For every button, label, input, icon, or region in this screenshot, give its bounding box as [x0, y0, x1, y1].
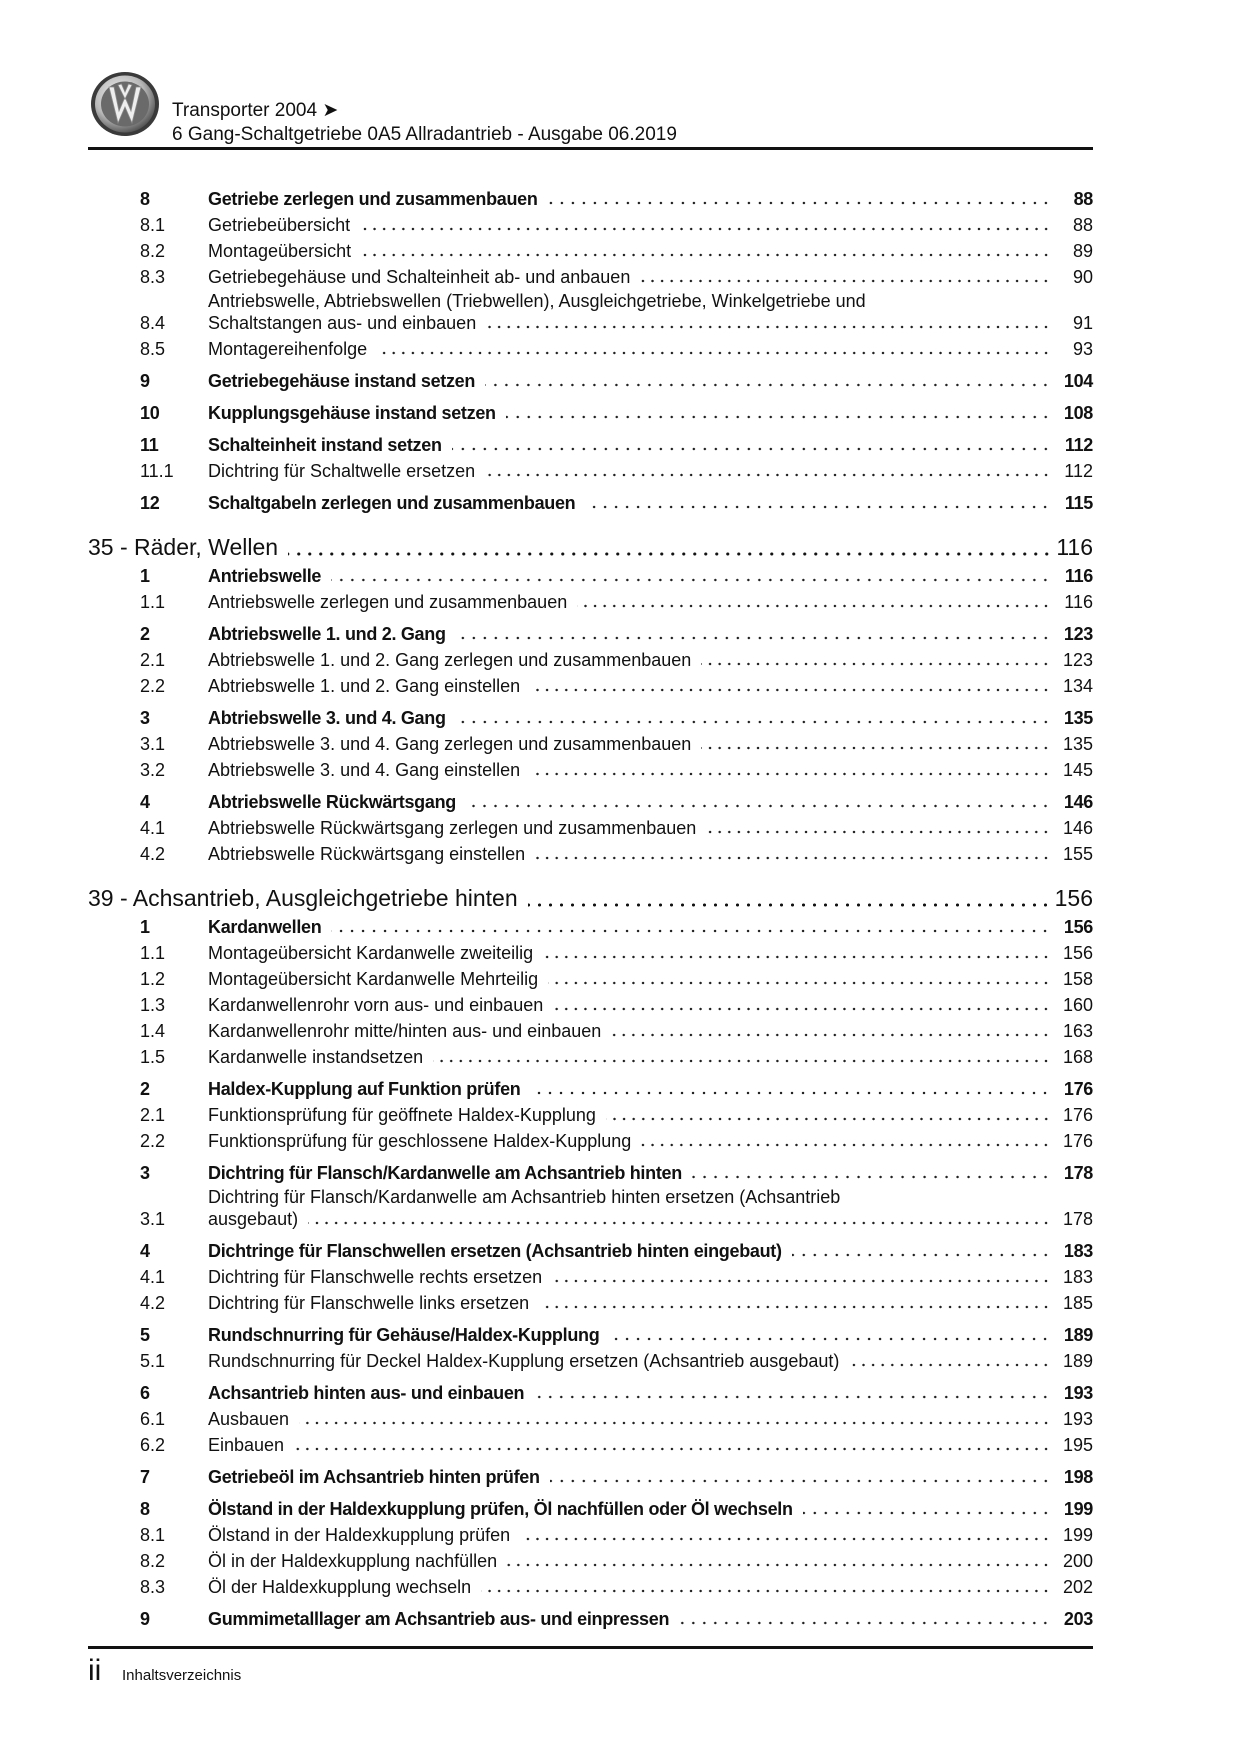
- toc-entry-page: 189: [1062, 1351, 1093, 1371]
- toc-subentry[interactable]: [88, 264, 1093, 290]
- dot-leader: [706, 829, 1051, 835]
- toc-entry-number: 8.1: [140, 215, 166, 235]
- dot-leader: [585, 504, 1051, 510]
- toc-entry-page: 91: [1072, 313, 1093, 333]
- dot-leader: [692, 1174, 1051, 1180]
- toc-entry-number: 6: [140, 1383, 150, 1403]
- toc-entry-number: 2.2: [140, 676, 166, 696]
- toc-entry-number: 1.2: [140, 969, 166, 989]
- toc-chapter-entry[interactable]: [88, 705, 1093, 731]
- toc-subentry[interactable]: [88, 589, 1093, 615]
- toc-entry-number: 4: [140, 792, 150, 812]
- toc-entry-page: 112: [1064, 461, 1093, 481]
- toc-subentry[interactable]: [88, 1406, 1093, 1432]
- dot-leader: [553, 1006, 1051, 1012]
- toc-subentry[interactable]: [88, 1044, 1093, 1070]
- toc-entry-number: 8.1: [140, 1525, 166, 1545]
- toc-subentry[interactable]: [88, 815, 1093, 841]
- toc-entry-number: 10: [140, 403, 160, 423]
- toc-chapter-entry[interactable]: [88, 621, 1093, 647]
- toc-entry-page: 203: [1063, 1609, 1093, 1629]
- toc-chapter-entry[interactable]: [88, 400, 1093, 426]
- dot-leader: [792, 1252, 1051, 1258]
- toc-entry-title: Abtriebswelle Rückwärtsgang zerlegen und zusammenbauen: [208, 818, 697, 838]
- toc-entry-number: 1: [140, 566, 150, 586]
- toc-entry-number: 11: [140, 435, 159, 455]
- dot-leader: [308, 1220, 1051, 1226]
- toc-entry-number: 1: [140, 917, 150, 937]
- toc-subentry[interactable]: [88, 731, 1093, 757]
- toc-entry-number: 3.2: [140, 760, 166, 780]
- dot-leader: [534, 1394, 1051, 1400]
- toc-entry-page: 123: [1062, 650, 1093, 670]
- toc-subentry[interactable]: [88, 336, 1093, 362]
- dot-leader: [640, 278, 1051, 284]
- toc-subentry[interactable]: [88, 647, 1093, 673]
- toc-entry-number: 8.3: [140, 267, 166, 287]
- toc-entry-page: 123: [1063, 624, 1093, 644]
- dot-leader: [361, 252, 1051, 258]
- vw-logo-icon: [90, 71, 160, 137]
- toc-entry-number: 8.2: [140, 241, 166, 261]
- toc-entry-title: Getriebeübersicht: [208, 215, 351, 235]
- toc-entry-title: Dichtring für Flansch/Kardanwelle am Achsantrieb hinten ersetzen (Achsantrieb: [208, 1187, 841, 1207]
- toc-entry-title: Dichtring für Flanschwelle rechts ersetzen: [208, 1267, 543, 1287]
- toc-entry-page: 89: [1072, 241, 1093, 261]
- table-of-contents: [88, 180, 1093, 1632]
- toc-entry-number: 5: [140, 1325, 150, 1345]
- toc-entry-number: 4: [140, 1241, 150, 1261]
- toc-entry-title: Kardanwellenrohr vorn aus- und einbauen: [208, 995, 544, 1015]
- toc-entry-page: 183: [1063, 1241, 1093, 1261]
- toc-subentry[interactable]: [88, 458, 1093, 484]
- toc-entry-page: 178: [1063, 1163, 1093, 1183]
- dot-leader: [701, 661, 1051, 667]
- toc-entry-title: Antriebswelle zerlegen und zusammenbauen: [208, 592, 568, 612]
- toc-subentry[interactable]: [88, 1432, 1093, 1458]
- toc-entry-title: Antriebswelle, Abtriebswellen (Triebwellen), Ausgleichgetriebe, Winkelgetriebe und: [208, 291, 866, 311]
- toc-entry-number: 8.3: [140, 1577, 166, 1597]
- toc-entry-page: 200: [1062, 1551, 1093, 1571]
- toc-subentry[interactable]: [88, 212, 1093, 238]
- toc-entry-title: Einbauen: [208, 1435, 285, 1455]
- toc-entry-page: 88: [1072, 215, 1093, 235]
- dot-leader: [641, 1142, 1051, 1148]
- toc-entry-number: 3.1: [140, 734, 166, 754]
- toc-entry-title: Abtriebswelle Rückwärtsgang einstellen: [208, 844, 526, 864]
- toc-entry-title: Ölstand in der Haldexkupplung prüfen, Öl nachfüllen oder Öl wechseln: [208, 1499, 793, 1519]
- toc-entry-number: 8.4: [140, 313, 166, 333]
- toc-entry-title: Montageübersicht Kardanwelle zweiteilig: [208, 943, 534, 963]
- toc-entry-title: Montagereihenfolge: [208, 339, 368, 359]
- toc-entry-number: 1.3: [140, 995, 166, 1015]
- toc-entry-page: 108: [1063, 403, 1093, 423]
- dot-leader: [679, 1620, 1051, 1626]
- toc-entry-page: 155: [1062, 844, 1093, 864]
- header-divider: [88, 147, 1093, 150]
- toc-entry-number: 9: [140, 371, 150, 391]
- toc-chapter-entry[interactable]: [88, 432, 1093, 458]
- toc-entry-page: 199: [1062, 1525, 1093, 1545]
- toc-entry-page: 193: [1062, 1409, 1093, 1429]
- dot-leader: [507, 1562, 1051, 1568]
- toc-entry-number: 4.2: [140, 844, 166, 864]
- toc-entry-title: Montageübersicht: [208, 241, 352, 261]
- dot-leader: [530, 771, 1051, 777]
- toc-entry-page: 145: [1062, 760, 1093, 780]
- dot-leader: [849, 1362, 1051, 1368]
- toc-entry-page: 116: [1064, 566, 1093, 586]
- toc-chapter-entry[interactable]: [88, 914, 1093, 940]
- dot-leader: [485, 382, 1051, 388]
- toc-entry-title: Abtriebswelle Rückwärtsgang: [208, 792, 456, 812]
- dot-leader: [485, 472, 1051, 478]
- dot-leader: [803, 1510, 1051, 1516]
- dot-leader: [486, 324, 1051, 330]
- toc-entry-page: 134: [1062, 676, 1093, 696]
- toc-entry-title: Öl in der Haldexkupplung nachfüllen: [208, 1551, 498, 1571]
- toc-entry-title: Dichtring für Flansch/Kardanwelle am Achsantrieb hinten: [208, 1163, 682, 1183]
- toc-entry-title: Funktionsprüfung für geöffnete Haldex-Kupplung: [208, 1105, 596, 1125]
- toc-entry-page: 146: [1062, 818, 1093, 838]
- toc-section-heading[interactable]: [88, 529, 1093, 563]
- toc-entry-title: Abtriebswelle 1. und 2. Gang einstellen: [208, 676, 521, 696]
- toc-entry-title: Antriebswelle: [208, 566, 322, 586]
- toc-entry-number: 8.2: [140, 1551, 166, 1571]
- toc-entry-title: Getriebe zerlegen und zusammenbauen: [208, 189, 538, 209]
- toc-entry-number: 1.4: [140, 1021, 166, 1041]
- dot-leader: [331, 577, 1051, 583]
- dot-leader: [360, 226, 1051, 232]
- dot-leader: [548, 980, 1051, 986]
- toc-entry-title: Abtriebswelle 1. und 2. Gang zerlegen und zusammenbauen: [208, 650, 692, 670]
- dot-leader: [299, 1420, 1051, 1426]
- toc-entry-page: 178: [1062, 1209, 1093, 1229]
- toc-entry-title-continued: ausgebaut): [208, 1209, 299, 1229]
- toc-entry-title: Schaltgabeln zerlegen und zusammenbauen: [208, 493, 576, 513]
- toc-entry-title: Schalteinheit instand setzen: [208, 435, 442, 455]
- dot-leader: [611, 1032, 1051, 1038]
- manual-title: Transporter 2004 ➤: [172, 100, 339, 121]
- toc-entry-page: 163: [1062, 1021, 1093, 1041]
- toc-entry-number: 7: [140, 1467, 150, 1487]
- dot-leader: [520, 1536, 1051, 1542]
- toc-entry-page: 112: [1064, 435, 1093, 455]
- toc-chapter-entry[interactable]: [88, 789, 1093, 815]
- toc-entry-number: 2: [140, 624, 150, 644]
- toc-entry-title: 39 - Achsantrieb, Ausgleichgetriebe hinten: [88, 885, 518, 911]
- toc-chapter-entry[interactable]: [88, 186, 1093, 212]
- toc-subentry[interactable]: [88, 940, 1093, 966]
- dot-leader: [377, 350, 1051, 356]
- toc-entry-title: Dichtring für Schaltwelle ersetzen: [208, 461, 476, 481]
- toc-entry-page: 116: [1056, 534, 1093, 560]
- toc-entry-number: 8.5: [140, 339, 166, 359]
- toc-entry-title: Ölstand in der Haldexkupplung prüfen: [208, 1525, 511, 1545]
- toc-entry-number: 3.1: [140, 1209, 166, 1229]
- toc-entry-page: 88: [1073, 189, 1093, 209]
- toc-entry-number: 6.2: [140, 1435, 166, 1455]
- toc-entry-number: 2: [140, 1079, 150, 1099]
- toc-subentry[interactable]: [88, 238, 1093, 264]
- toc-chapter-entry[interactable]: [88, 1160, 1093, 1186]
- toc-entry-number: 1.5: [140, 1047, 166, 1067]
- manual-subtitle: 6 Gang-Schaltgetriebe 0A5 Allradantrieb - Ausgabe 06.2019: [172, 124, 677, 145]
- dot-leader: [456, 719, 1051, 725]
- toc-entry-page: 90: [1072, 267, 1093, 287]
- dot-leader: [481, 1588, 1051, 1594]
- toc-entry-number: 1.1: [140, 943, 166, 963]
- toc-chapter-entry[interactable]: [88, 1496, 1093, 1522]
- toc-entry-title: Abtriebswelle 3. und 4. Gang: [208, 708, 446, 728]
- toc-entry-number: 12: [140, 493, 160, 513]
- toc-subentry[interactable]: [88, 673, 1093, 699]
- dot-leader: [530, 1090, 1051, 1096]
- toc-entry-number: 4.1: [140, 818, 166, 838]
- toc-subentry[interactable]: [88, 1186, 1093, 1232]
- toc-entry-number: 6.1: [140, 1409, 166, 1429]
- footer-divider: [88, 1646, 1093, 1649]
- dot-leader: [530, 687, 1051, 693]
- toc-chapter-entry[interactable]: [88, 1238, 1093, 1264]
- toc-entry-title: Abtriebswelle 3. und 4. Gang einstellen: [208, 760, 521, 780]
- dot-leader: [539, 1304, 1051, 1310]
- toc-entry-title: Getriebegehäuse und Schalteinheit ab- und anbauen: [208, 267, 631, 287]
- toc-subentry[interactable]: [88, 1548, 1093, 1574]
- toc-entry-page: 168: [1062, 1047, 1093, 1067]
- toc-entry-page: 189: [1063, 1325, 1093, 1345]
- toc-entry-page: 135: [1063, 708, 1093, 728]
- toc-entry-title: Rundschnurring für Deckel Haldex-Kupplung ersetzen (Achsantrieb ausgebaut): [208, 1351, 840, 1371]
- dot-leader: [606, 1116, 1051, 1122]
- toc-entry-title: Gummimetalllager am Achsantrieb aus- und einpressen: [208, 1609, 670, 1629]
- toc-subentry[interactable]: [88, 757, 1093, 783]
- toc-entry-page: 158: [1062, 969, 1093, 989]
- toc-entry-title: Dichtring für Flanschwelle links ersetzen: [208, 1293, 530, 1313]
- toc-entry-number: 3: [140, 1163, 150, 1183]
- toc-entry-page: 115: [1064, 493, 1093, 513]
- toc-subentry[interactable]: [88, 1290, 1093, 1316]
- footer-label: Inhaltsverzeichnis: [122, 1667, 242, 1684]
- dot-leader: [550, 1478, 1051, 1484]
- dot-leader: [609, 1336, 1051, 1342]
- toc-chapter-entry[interactable]: [88, 490, 1093, 516]
- toc-subentry[interactable]: [88, 1574, 1093, 1600]
- toc-chapter-entry[interactable]: [88, 1606, 1093, 1632]
- dot-leader: [288, 551, 1052, 557]
- toc-entry-title: Funktionsprüfung für geschlossene Haldex-Kupplung: [208, 1131, 632, 1151]
- toc-entry-title: Ausbauen: [208, 1409, 290, 1429]
- toc-entry-title: Dichtringe für Flanschwellen ersetzen (Achsantrieb hinten eingebaut): [208, 1241, 782, 1261]
- toc-entry-page: 183: [1062, 1267, 1093, 1287]
- toc-entry-page: 199: [1063, 1499, 1093, 1519]
- toc-entry-number: 1.1: [140, 592, 166, 612]
- toc-subentry[interactable]: [88, 1102, 1093, 1128]
- toc-entry-page: 176: [1062, 1131, 1093, 1151]
- toc-entry-page: 195: [1062, 1435, 1093, 1455]
- dot-leader: [433, 1058, 1051, 1064]
- toc-entry-title: Getriebeöl im Achsantrieb hinten prüfen: [208, 1467, 540, 1487]
- dot-leader: [506, 414, 1051, 420]
- toc-entry-title: Öl der Haldexkupplung wechseln: [208, 1577, 472, 1597]
- dot-leader: [456, 635, 1051, 641]
- dot-leader: [543, 954, 1051, 960]
- toc-entry-title: Montageübersicht Kardanwelle Mehrteilig: [208, 969, 539, 989]
- toc-entry-number: 11.1: [140, 461, 174, 481]
- toc-entry-title: Achsantrieb hinten aus- und einbauen: [208, 1383, 525, 1403]
- toc-subentry[interactable]: [88, 1018, 1093, 1044]
- toc-entry-page: 104: [1063, 371, 1093, 391]
- toc-subentry[interactable]: [88, 1128, 1093, 1154]
- toc-entry-number: 3: [140, 708, 150, 728]
- toc-entry-page: 116: [1064, 592, 1093, 612]
- toc-entry-page: 156: [1062, 943, 1093, 963]
- toc-entry-number: 4.2: [140, 1293, 166, 1313]
- toc-entry-page: 176: [1063, 1079, 1093, 1099]
- toc-entry-number: 2.1: [140, 1105, 166, 1125]
- toc-subentry[interactable]: [88, 1348, 1093, 1374]
- dot-leader: [528, 902, 1051, 908]
- toc-entry-page: 135: [1062, 734, 1093, 754]
- toc-entry-page: 185: [1062, 1293, 1093, 1313]
- toc-chapter-entry[interactable]: [88, 1076, 1093, 1102]
- toc-chapter-entry[interactable]: [88, 1464, 1093, 1490]
- toc-entry-page: 156: [1054, 885, 1093, 911]
- toc-entry-title: Abtriebswelle 3. und 4. Gang zerlegen und zusammenbauen: [208, 734, 692, 754]
- toc-entry-number: 8: [140, 189, 150, 209]
- toc-entry-number: 2.2: [140, 1131, 166, 1151]
- toc-entry-page: 160: [1062, 995, 1093, 1015]
- toc-chapter-entry[interactable]: [88, 1322, 1093, 1348]
- dot-leader: [331, 928, 1051, 934]
- toc-section-heading[interactable]: [88, 880, 1093, 914]
- toc-subentry[interactable]: [88, 1264, 1093, 1290]
- toc-entry-title: Kupplungsgehäuse instand setzen: [208, 403, 496, 423]
- toc-entry-title: Rundschnurring für Gehäuse/Haldex-Kupplung: [208, 1325, 600, 1345]
- toc-entry-page: 198: [1063, 1467, 1093, 1487]
- toc-entry-title: Getriebegehäuse instand setzen: [208, 371, 476, 391]
- footer-page-number: ii: [88, 1654, 102, 1687]
- toc-entry-title: Abtriebswelle 1. und 2. Gang: [208, 624, 446, 644]
- dot-leader: [701, 745, 1051, 751]
- toc-chapter-entry[interactable]: [88, 1380, 1093, 1406]
- dot-leader: [548, 200, 1051, 206]
- toc-subentry[interactable]: [88, 966, 1093, 992]
- toc-entry-title: Haldex-Kupplung auf Funktion prüfen: [208, 1079, 521, 1099]
- dot-leader: [577, 603, 1051, 609]
- toc-entry-number: 4.1: [140, 1267, 166, 1287]
- toc-entry-number: 8: [140, 1499, 150, 1519]
- toc-entry-page: 156: [1063, 917, 1093, 937]
- toc-entry-title-continued: Schaltstangen aus- und einbauen: [208, 313, 477, 333]
- toc-entry-number: 5.1: [140, 1351, 166, 1371]
- toc-entry-page: 146: [1063, 792, 1093, 812]
- toc-subentry[interactable]: [88, 992, 1093, 1018]
- toc-subentry[interactable]: [88, 290, 1093, 336]
- toc-chapter-entry[interactable]: [88, 368, 1093, 394]
- toc-entry-page: 176: [1062, 1105, 1093, 1125]
- dot-leader: [552, 1278, 1051, 1284]
- dot-leader: [535, 855, 1051, 861]
- toc-entry-title: 35 - Räder, Wellen: [88, 534, 279, 560]
- toc-subentry[interactable]: [88, 1522, 1093, 1548]
- toc-entry-title: Kardanwellen: [208, 917, 322, 937]
- dot-leader: [452, 446, 1051, 452]
- toc-entry-page: 93: [1072, 339, 1093, 359]
- toc-entry-number: 2.1: [140, 650, 166, 670]
- toc-entry-page: 202: [1062, 1577, 1093, 1597]
- toc-chapter-entry[interactable]: [88, 563, 1093, 589]
- toc-entry-number: 9: [140, 1609, 150, 1629]
- toc-entry-page: 193: [1063, 1383, 1093, 1403]
- dot-leader: [294, 1446, 1051, 1452]
- dot-leader: [466, 803, 1051, 809]
- toc-entry-title: Kardanwelle instandsetzen: [208, 1047, 424, 1067]
- toc-subentry[interactable]: [88, 841, 1093, 867]
- toc-entry-title: Kardanwellenrohr mitte/hinten aus- und einbauen: [208, 1021, 602, 1041]
